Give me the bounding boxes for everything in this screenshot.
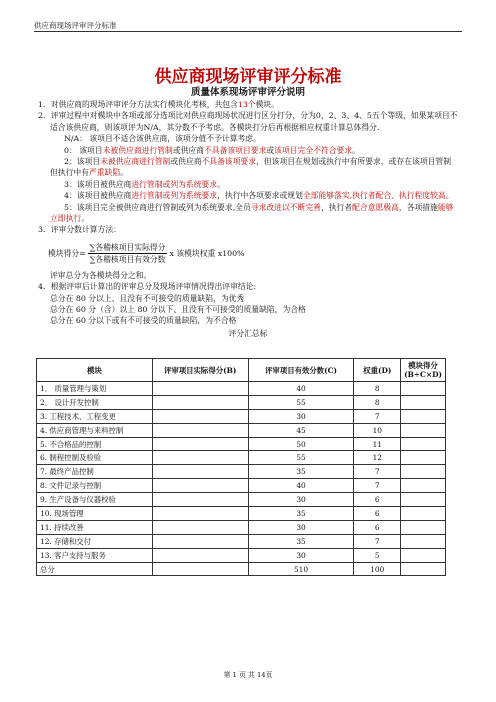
valid-score-cell: 35 xyxy=(248,534,354,548)
module-name-cell: 3. 工程技术、工程变更 xyxy=(37,409,153,423)
weight-cell: 6 xyxy=(354,507,401,521)
table-row xyxy=(37,395,446,409)
document-title: 供应商现场评审评分标准 xyxy=(154,67,342,87)
module-score-cell xyxy=(401,520,446,534)
formula-right: x 该模块权重 x100% xyxy=(169,249,245,259)
actual-score-cell xyxy=(152,520,248,534)
instructions xyxy=(38,99,458,339)
conclusion-excellent: 总分在 80 分以上、且没有不可接受的质量缺陷，为优秀 xyxy=(50,293,245,303)
conclusion-pass: 总分在 60 分（含）以上 80 分以下、且没有不可接受的质量缺陷，为合格 xyxy=(50,304,306,314)
module-name-cell: 7. 最终产品控制 xyxy=(37,465,153,479)
actual-score-cell xyxy=(152,395,248,409)
actual-score-cell xyxy=(152,548,248,562)
module-score-cell xyxy=(401,437,446,451)
weight-cell: 10 xyxy=(354,423,401,437)
valid-score-cell: 510 xyxy=(248,562,354,576)
formula-denominator: ∑各稽核项目有效分数 xyxy=(89,255,166,265)
table-row xyxy=(37,479,446,493)
module-score-cell xyxy=(401,479,446,493)
score-na: N/A： 该项目不适合该供应商，该项分值不予计算考虑。 xyxy=(64,134,261,144)
valid-score-cell: 30 xyxy=(248,409,354,423)
header-rule xyxy=(34,31,462,32)
table-row xyxy=(37,548,446,562)
formula-numerator: ∑各稽核项目实际得分 xyxy=(88,242,168,254)
valid-score-cell: 30 xyxy=(248,548,354,562)
score-2: 2：该项目未被供应商进行管制或供应商不具备该项要求，但该项目在规划或执行中有所要求，或存在该项目管制但执行中有严重缺陷。 xyxy=(50,157,452,178)
item-2: 2．评审过程中对模块中各项或部分选项比对供应商现场状况进行区分打分，分为0、2、3、4、5五个等级，如果某项目不适合该供应商，则该项评为N/A，其分数不予考虑。各模块打分后再根据相应权重计算总体得分. xyxy=(38,111,458,132)
actual-score-cell xyxy=(152,562,248,576)
weight-cell: 5 xyxy=(354,548,401,562)
weight-cell: 8 xyxy=(354,382,401,396)
weight-cell: 12 xyxy=(354,451,401,465)
module-score-cell xyxy=(401,507,446,521)
score-formula xyxy=(48,242,458,266)
item-4: 4．根据评审后计算出的评审总分及现场评审情况得出评审结论: xyxy=(38,282,257,292)
valid-score-cell: 30 xyxy=(248,493,354,507)
module-score-cell xyxy=(401,451,446,465)
table-row xyxy=(37,493,446,507)
formula-fraction xyxy=(88,242,168,266)
module-name-cell: 总分 xyxy=(37,562,153,576)
module-name-cell: 13. 客户支持与服务 xyxy=(37,548,153,562)
module-score-cell xyxy=(401,423,446,437)
running-header: 供应商现场评审评分标准 xyxy=(34,21,117,30)
module-name-cell: 1． 质量管理与策划 xyxy=(37,382,153,396)
col-weight: 权重(D) xyxy=(354,359,401,382)
table-row xyxy=(37,534,446,548)
table-row xyxy=(37,451,446,465)
module-score-cell xyxy=(401,395,446,409)
formula-note: 评审总分为各模块得分之和。 xyxy=(50,270,152,280)
item-1: 1．对供应商的现场评审评分方法实行模块化考核，共包含13个模块。 xyxy=(38,100,279,109)
module-score-cell xyxy=(401,548,446,562)
col-actual-score: 评审项目实际得分(B) xyxy=(152,359,248,382)
weight-cell: 7 xyxy=(354,409,401,423)
weight-cell: 6 xyxy=(354,520,401,534)
table-header-row xyxy=(37,359,446,382)
table-row xyxy=(37,520,446,534)
score-4: 4：该项目被供应商进行管制或列为系统要求，执行中各项要求或规划全部能够落实,执行者配合、执行程度较高。 xyxy=(64,191,454,201)
valid-score-cell: 30 xyxy=(248,520,354,534)
module-name-cell: 12. 存储和交付 xyxy=(37,534,153,548)
table-row xyxy=(37,382,446,396)
module-name-cell: 11. 持续改善 xyxy=(37,520,153,534)
module-name-cell: 5. 不合格品的控制 xyxy=(37,437,153,451)
actual-score-cell xyxy=(152,534,248,548)
table-caption: 评分汇总标 xyxy=(228,328,268,338)
module-name-cell: 8. 文件记录与控制 xyxy=(37,479,153,493)
actual-score-cell xyxy=(152,423,248,437)
col-module: 模块 xyxy=(37,359,153,382)
actual-score-cell xyxy=(152,451,248,465)
col-valid-score: 评审项目有效分数(C) xyxy=(248,359,354,382)
weight-cell: 7 xyxy=(354,534,401,548)
weight-cell: 8 xyxy=(354,395,401,409)
table-row xyxy=(37,423,446,437)
weight-cell: 7 xyxy=(354,465,401,479)
col-module-score: 模块得分(B÷C×D) xyxy=(401,359,446,382)
weight-cell: 100 xyxy=(354,562,401,576)
conclusion-fail: 总分在 60 分以下或有不可接受的质量缺陷，为不合格 xyxy=(50,316,237,326)
actual-score-cell xyxy=(152,493,248,507)
page-footer: 第 1 页 共 14页 xyxy=(223,671,273,679)
weight-cell: 7 xyxy=(354,479,401,493)
module-score-cell xyxy=(401,534,446,548)
table-row xyxy=(37,409,446,423)
score-summary-table xyxy=(36,358,446,576)
weight-cell: 11 xyxy=(354,437,401,451)
valid-score-cell: 55 xyxy=(248,395,354,409)
valid-score-cell: 35 xyxy=(248,465,354,479)
item-3: 3．评审分数计算方法： xyxy=(38,225,121,235)
module-score-cell xyxy=(401,409,446,423)
score-3: 3：该项目被供应商进行管制或列为系统要求。 xyxy=(64,179,225,189)
module-score-cell xyxy=(401,493,446,507)
valid-score-cell: 55 xyxy=(248,451,354,465)
table-row xyxy=(37,507,446,521)
module-score-cell xyxy=(401,382,446,396)
valid-score-cell: 35 xyxy=(248,507,354,521)
table-row xyxy=(37,437,446,451)
module-name-cell: 9. 生产设备与仪器校验 xyxy=(37,493,153,507)
module-score-cell xyxy=(401,562,446,576)
valid-score-cell: 40 xyxy=(248,479,354,493)
module-score-cell xyxy=(401,465,446,479)
table-row xyxy=(37,465,446,479)
score-5: 5：该项目完全被供应商进行管制或列为系统要求,全员寻求改进以不断完善，执行者配合意愿极高，各项措施能够立即执行。 xyxy=(50,202,454,224)
weight-cell: 6 xyxy=(354,493,401,507)
document-subtitle: 质量体系现场评审评分说明 xyxy=(190,87,305,98)
valid-score-cell: 45 xyxy=(248,423,354,437)
actual-score-cell xyxy=(152,382,248,396)
actual-score-cell xyxy=(152,507,248,521)
module-name-cell: 4. 供应商管理与来料控制 xyxy=(37,423,153,437)
formula-left: 模块得分= xyxy=(48,249,86,259)
actual-score-cell xyxy=(152,437,248,451)
actual-score-cell xyxy=(152,479,248,493)
module-name-cell: 6. 制程控制及检验 xyxy=(37,451,153,465)
actual-score-cell xyxy=(152,409,248,423)
score-0: 0： 该项目未被供应商进行管制或供应商不具备该项目要求或该项目完全不符合要求。 xyxy=(64,145,360,155)
valid-score-cell: 40 xyxy=(248,382,354,396)
module-name-cell: 10. 现场管理 xyxy=(37,507,153,521)
actual-score-cell xyxy=(152,465,248,479)
table-row xyxy=(37,562,446,576)
module-name-cell: 2． 设计开发控制 xyxy=(37,395,153,409)
valid-score-cell: 50 xyxy=(248,437,354,451)
